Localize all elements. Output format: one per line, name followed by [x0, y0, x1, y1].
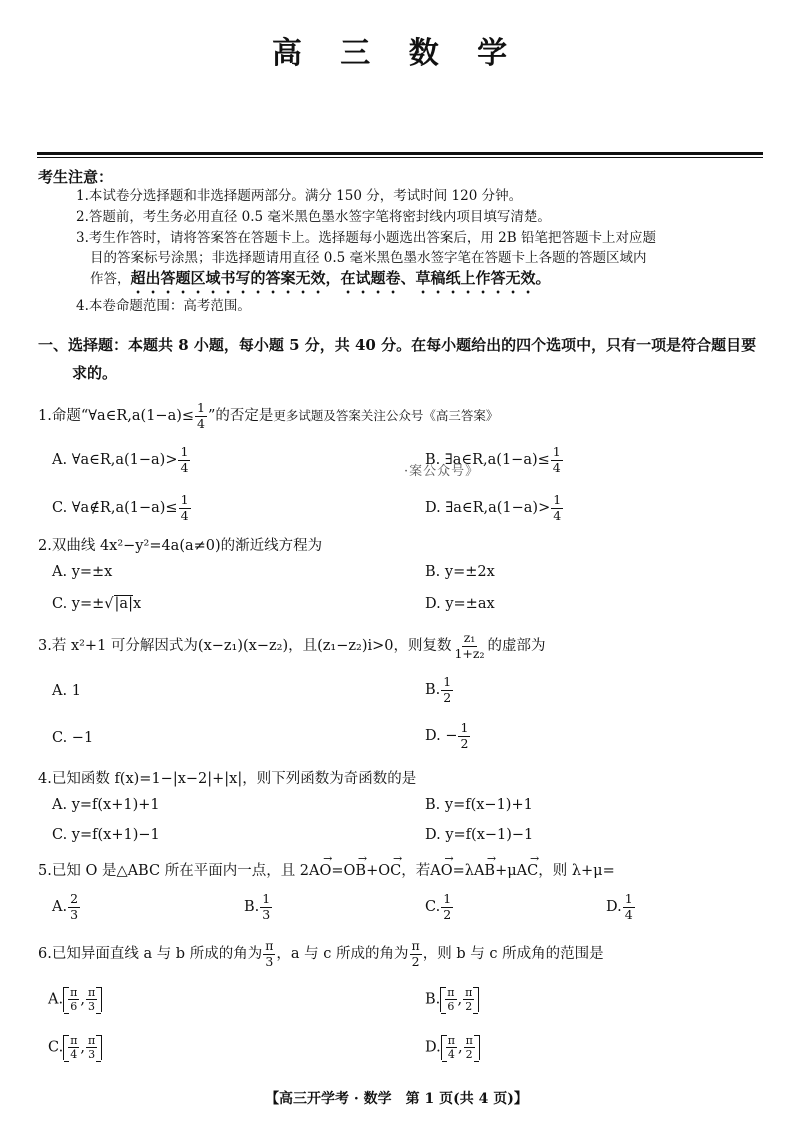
q5-option-a[interactable]: A. $\frac{2}{3}$ — [52, 891, 79, 922]
section-1-heading: 一、选择题：本题共 8 小题，每小题 5 分，共 40 分。在每小题给出的四个选项中，只有一项是符合题目要 求的。 — [38, 336, 757, 382]
q2-option-b[interactable]: B. y=±2x — [425, 564, 495, 580]
q4-option-a[interactable]: A. y=f(x+1)+1 — [52, 797, 160, 813]
q6-option-c[interactable]: C. $\frac{\pi}{4}$ , $\frac{\pi}{3}$ — [48, 1035, 102, 1060]
question-2-stem: 2.双曲线 4x²−y²=4a(a≠0)的渐近线方程为 — [38, 538, 323, 554]
q5-option-d[interactable]: D. $\frac{1}{4}$ — [606, 891, 633, 922]
q4-option-b[interactable]: B. y=f(x−1)+1 — [425, 797, 533, 813]
watermark-text: ·案公众号》 — [404, 464, 480, 479]
q6-option-b[interactable]: B. $\frac{\pi}{6}$ , $\frac{\pi}{2}$ — [425, 987, 479, 1012]
q3-option-b[interactable]: B. $\frac{1}{2}$ — [425, 674, 452, 705]
question-4-stem: 4.已知函数 f(x)=1−|x−2|+|x|，则下列函数为奇函数的是 — [38, 771, 417, 787]
q3-option-c[interactable]: C. −1 — [52, 730, 94, 746]
notice-emphasis: 超出答题区域书写的答案无效，在试题卷、草稿纸上作答无效。 — [130, 269, 551, 287]
q1-option-c[interactable]: C. ∀a∉R,a(1−a)≤ $\frac{1}{4}$ — [52, 492, 189, 523]
page-title: 高 三 数 学 — [271, 36, 522, 71]
notice-item-3: 3.考生作答时，请将答案答在答题卡上。选择题每小题选出答案后，用 2B 铅笔把答题卡上对应题 — [76, 230, 656, 246]
question-5-stem: 5.已知 O 是△ABC 所在平面内一点，且 2→ AO=→ OB+→ OC，若→ AO=λ→ AB+μ→ AC，则 λ+μ= — [38, 859, 615, 880]
page-footer: 【高三开学考 · 数学 第 1 页(共 4 页)】 — [265, 1091, 528, 1107]
q4-option-c[interactable]: C. y=f(x+1)−1 — [52, 827, 160, 843]
notice-item-3-end: 作答，超出答题区域书写的答案无效，在试题卷、草稿纸上作答无效。 — [90, 269, 551, 287]
notice-heading: 考生注意： — [38, 168, 114, 186]
question-6-stem: 6.已知异面直线 a 与 b 所成的角为 $\frac{\pi}{3}$ ，a 与 c 所成的角为 $\frac{\pi}{2}$ ，则 b 与 c 所成角的范围是 — [38, 938, 604, 969]
notice-item-2: 2.答题前，考生务必用直径 0.5 毫米黑色墨水签字笔将密封线内项目填写清楚。 — [76, 209, 551, 225]
q6-option-a[interactable]: A. $\frac{\pi}{6}$ , $\frac{\pi}{3}$ — [48, 987, 102, 1012]
q3-option-d[interactable]: D. − $\frac{1}{2}$ — [425, 720, 469, 751]
source-note: 更多试题及答案关注公众号《高三答案》 — [273, 408, 499, 423]
notice-item-3-cont: 目的答案标号涂黑；非选择题请用直径 0.5 毫米黑色墨水签字笔在答题卡上各题的答题区域内 — [90, 250, 647, 266]
question-1-stem: 1.命题“∀a∈R,a(1−a)≤ $\frac{1}{4}$ ”的否定是更多试题及答案关注公众号《高三答案》 — [38, 400, 499, 431]
q1-option-d[interactable]: D. ∃a∈R,a(1−a)> $\frac{1}{4}$ — [425, 492, 562, 523]
notice-item-4: 4.本卷命题范围：高考范围。 — [76, 298, 251, 314]
q6-option-d[interactable]: D. $\frac{\pi}{4}$ , $\frac{\pi}{2}$ — [425, 1035, 480, 1060]
q1-option-a[interactable]: A. ∀a∈R,a(1−a)> $\frac{1}{4}$ — [52, 444, 189, 475]
q5-option-c[interactable]: C. $\frac{1}{2}$ — [425, 891, 452, 922]
notice-item-1: 1.本试卷分选择题和非选择题两部分。满分 150 分，考试时间 120 分钟。 — [76, 188, 523, 204]
q2-option-a[interactable]: A. y=±x — [52, 564, 113, 580]
header-rule-thin — [37, 157, 763, 158]
header-rule-thick — [37, 152, 763, 155]
q4-option-d[interactable]: D. y=f(x−1)−1 — [425, 827, 534, 843]
q1-option-b[interactable]: B. ∃a∈R,a(1−a)≤ $\frac{1}{4}$ — [425, 444, 561, 475]
q2-option-d[interactable]: D. y=±ax — [425, 596, 495, 612]
fraction: $\frac{1}{4}$ — [197, 400, 205, 431]
q2-option-c[interactable]: C. y=±√|a|x — [52, 596, 142, 612]
question-3-stem: 3.若 x²+1 可分解因式为(x−z₁)(x−z₂)，且(z₁−z₂)i>0，则复数 $\frac{\text{z₁}}{\text{1+z₂}}$ 的虚部为 — [38, 630, 546, 661]
q3-option-a[interactable]: A. 1 — [52, 683, 81, 699]
q5-option-b[interactable]: B. $\frac{1}{3}$ — [244, 891, 271, 922]
